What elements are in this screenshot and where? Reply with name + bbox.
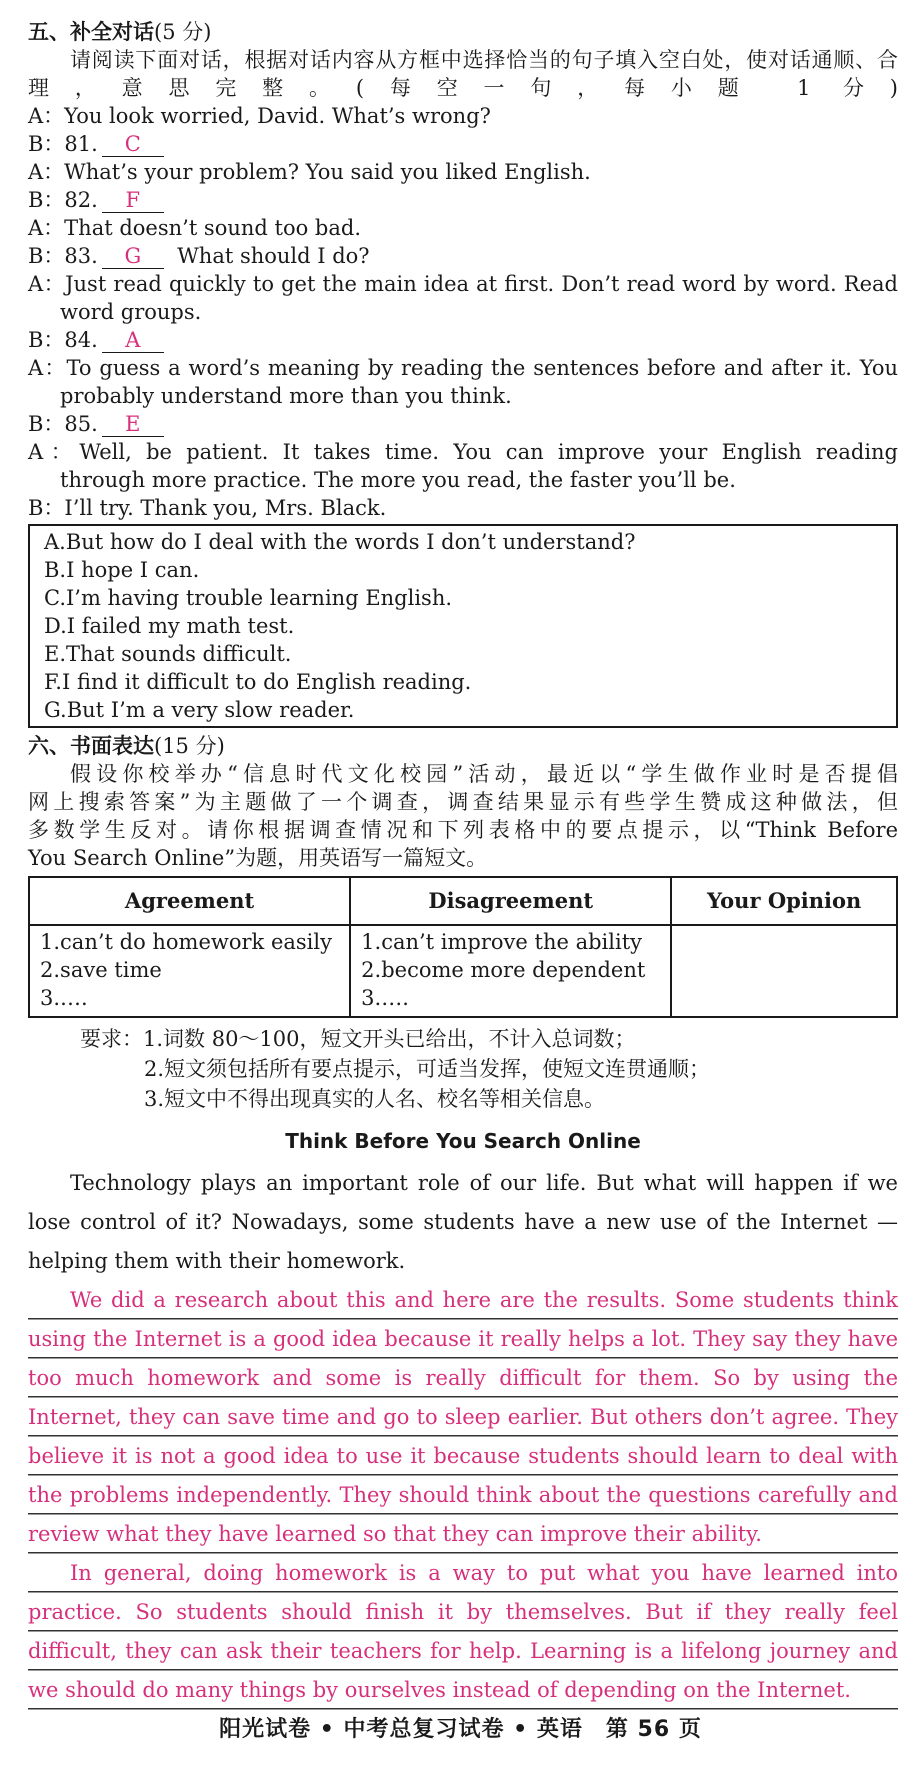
requirement-1: 要求：1.词数 80～100，短文开头已给出，不计入总词数； xyxy=(80,1027,636,1051)
answer-84: A xyxy=(102,328,164,353)
outline-table xyxy=(28,876,898,1018)
table-header-disagreement: Disagreement xyxy=(350,877,671,925)
section6-title: 六、书面表达 xyxy=(28,734,154,758)
option-item: E.That sounds difficult. xyxy=(44,642,292,666)
section6-score: (15 分) xyxy=(154,734,225,758)
option-item: F.I find it difficult to do English reading. xyxy=(44,670,472,694)
section6-prompt-line: You Search Online”为题，用英语写一篇短文。 xyxy=(28,846,488,870)
answer-paragraph-1: We did a research about this and here are the results. Some students think using the Internet is a good idea because it really helps a lot. They say they have too much homework and some is really difficult for them. So by using the Internet, they can save time and go to sleep earlier. But others don’t agree. They believe it is not a good idea to use it because students should learn to deal with the problems independently. They should think about the questions carefully and review what they have learned so that they can improve their ability. xyxy=(28,1281,898,1554)
section6-prompt-line: 假设你校举办“信息时代文化校园”活动，最近以“学生做作业时是否提倡 xyxy=(70,762,898,786)
disagreement-cell xyxy=(350,925,671,1017)
agreement-cell xyxy=(29,925,350,1017)
agreement-point: 1.can’t do homework easily xyxy=(40,930,332,954)
disagreement-point: 3.…. xyxy=(361,986,409,1010)
disagreement-point: 1.can’t improve the ability xyxy=(361,930,642,954)
dialogue-line: A：Just read quickly to get the main idea at first. Don’t read word by word. Read xyxy=(28,272,898,296)
question-85: B：85. xyxy=(28,412,98,436)
option-item: B.I hope I can. xyxy=(44,558,200,582)
dialogue-line xyxy=(28,242,898,270)
dialogue-line: A：You look worried, David. What’s wrong? xyxy=(28,104,491,128)
agreement-point: 2.save time xyxy=(40,958,162,982)
table-header-opinion: Your Opinion xyxy=(671,877,897,925)
dialogue-line: through more practice. The more you read, the faster you’ll be. xyxy=(60,468,736,492)
opinion-cell xyxy=(671,925,897,1017)
dialogue-line xyxy=(28,186,898,214)
option-item: D.I failed my math test. xyxy=(44,614,295,638)
dialogue-line xyxy=(28,410,898,438)
worksheet-page xyxy=(28,18,898,1710)
question-81: B：81. xyxy=(28,132,98,156)
dialogue-line: A：Well, be patient. It takes time. You can improve your English reading xyxy=(28,440,898,464)
section5-score: (5 分) xyxy=(154,20,212,44)
dialogue-line: A：That doesn’t sound too bad. xyxy=(28,216,362,240)
requirement-2: 2.短文须包括所有要点提示，可适当发挥，使短文连贯通顺； xyxy=(144,1057,711,1081)
option-item: G.But I’m a very slow reader. xyxy=(44,698,355,722)
section6-heading xyxy=(28,732,898,760)
answer-82: F xyxy=(102,188,164,213)
options-box xyxy=(28,524,898,728)
dialogue-line xyxy=(28,130,898,158)
section5-instruction: 请阅读下面对话，根据对话内容从方框中选择恰当的句子填入空白处，使对话通顺、合理，意思完整。(每空一句，每小题 1 分) xyxy=(28,48,898,100)
question-83-tail: What should I do? xyxy=(177,244,370,268)
section6-prompt-line: 网上搜索答案”为主题做了一个调查，调查结果显示有些学生赞成这种做法，但 xyxy=(28,790,898,814)
answer-85: E xyxy=(102,412,164,437)
table-header-agreement: Agreement xyxy=(29,877,350,925)
dialogue-line: A：What’s your problem? You said you liked English. xyxy=(28,160,591,184)
section6-prompt-line: 多数学生反对。请你根据调查情况和下列表格中的要点提示，以“Think Before xyxy=(28,818,898,842)
section5-title: 五、补全对话 xyxy=(28,20,154,44)
answer-83: G xyxy=(102,244,164,269)
agreement-point: 3.…. xyxy=(40,986,88,1010)
dialogue-line: B：I’ll try. Thank you, Mrs. Black. xyxy=(28,496,387,520)
dialogue-line: word groups. xyxy=(60,300,202,324)
option-item: C.I’m having trouble learning English. xyxy=(44,586,453,610)
section5-heading xyxy=(28,18,898,46)
essay-intro: Technology plays an important role of our life. But what will happen if we lose control of it? Nowadays, some students have a new use of the Internet — helping them with their homework. xyxy=(28,1171,898,1273)
option-item: A.But how do I deal with the words I don’t understand? xyxy=(44,530,636,554)
question-82: B：82. xyxy=(28,188,98,212)
essay-title: Think Before You Search Online xyxy=(285,1129,641,1153)
answer-area xyxy=(28,1281,898,1710)
dialogue-line xyxy=(28,326,898,354)
requirement-3: 3.短文中不得出现真实的人名、校名等相关信息。 xyxy=(144,1087,606,1111)
answer-81: C xyxy=(102,132,164,157)
dialogue-line: probably understand more than you think. xyxy=(60,384,512,408)
dialogue-line: A：To guess a word’s meaning by reading the sentences before and after it. You xyxy=(28,356,898,380)
question-84: B：84. xyxy=(28,328,98,352)
dialogue xyxy=(28,102,898,522)
answer-paragraph-2: In general, doing homework is a way to put what you have learned into practice. So students should finish it by themselves. But if they really feel difficult, they can ask their teachers for help. Learning is a lifelong journey and we should do many things by ourselves instead of depending on the Internet. xyxy=(28,1554,898,1710)
page-footer: 阳光试卷 • 中考总复习试卷 • 英语 第 56 页 xyxy=(219,1717,702,1742)
essay xyxy=(28,1164,898,1710)
disagreement-point: 2.become more dependent xyxy=(361,958,646,982)
question-83: B：83. xyxy=(28,244,98,268)
